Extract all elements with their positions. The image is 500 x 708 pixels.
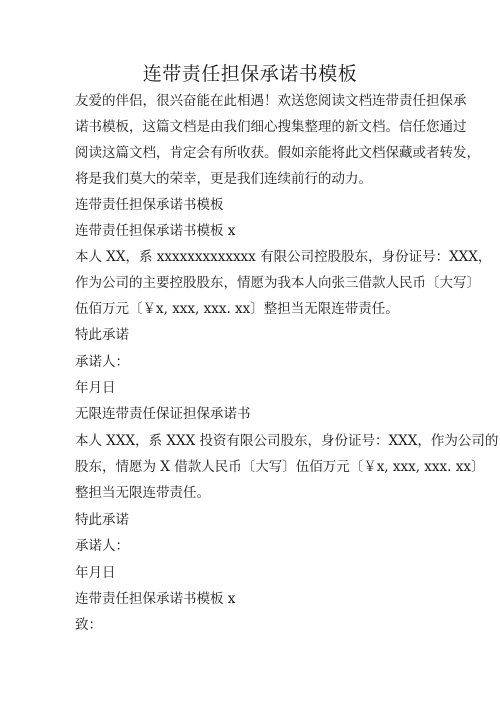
pledge-1-closing: 特此承诺 <box>75 327 129 343</box>
pledge-1-line-2: 作为公司的主要控股股东，情愿为我本人向张三借款人民币〔大写〕 <box>75 275 480 291</box>
salutation: 致： <box>75 617 102 633</box>
pledge-2-line-2: 股东，情愿为 X 借款人民币〔大写〕伍佰万元〔￥x, xxx, xxx. xx〕 <box>75 459 485 475</box>
pledge-2-line-1: 本人 XXX，系 XXX 投资有限公司股东，身份证号：XXX，作为公司的 <box>75 433 499 449</box>
section-heading-4: 连带责任担保承诺书模板 x <box>75 591 236 607</box>
document-title: 连带责任担保承诺书模板 <box>142 63 358 85</box>
pledge-1-signer: 承诺人： <box>75 354 129 370</box>
pledge-2-date: 年月日 <box>75 565 116 581</box>
section-heading-3: 无限连带责任保证担保承诺书 <box>75 406 251 422</box>
pledge-2-closing: 特此承诺 <box>75 512 129 528</box>
pledge-2-line-3: 整担当无限连带责任。 <box>75 485 210 501</box>
intro-line-4: 将是我们莫大的荣幸，更是我们连续前行的动力。 <box>75 171 372 187</box>
intro-line-2: 诺书模板，这篇文档是由我们细心搜集整理的新文档。信任您通过 <box>75 119 467 135</box>
pledge-1-line-3: 伍佰万元〔￥x, xxx, xxx. xx〕整担当无限连带责任。 <box>75 301 399 317</box>
intro-line-1: 友爱的伴侣，很兴奋能在此相遇！欢送您阅读文档连带责任担保承 <box>75 93 467 109</box>
section-heading-2: 连带责任担保承诺书模板 x <box>75 223 236 239</box>
intro-line-3: 阅读这篇文档，肯定会有所收获。假如亲能将此文档保藏或者转发， <box>75 145 480 161</box>
pledge-1-date: 年月日 <box>75 380 116 396</box>
section-heading-1: 连带责任担保承诺书模板 <box>75 197 224 213</box>
pledge-2-signer: 承诺人： <box>75 538 129 554</box>
pledge-1-line-1: 本人 XX，系 xxxxxxxxxxxxx 有限公司控股股东，身份证号：XXX， <box>75 249 492 265</box>
